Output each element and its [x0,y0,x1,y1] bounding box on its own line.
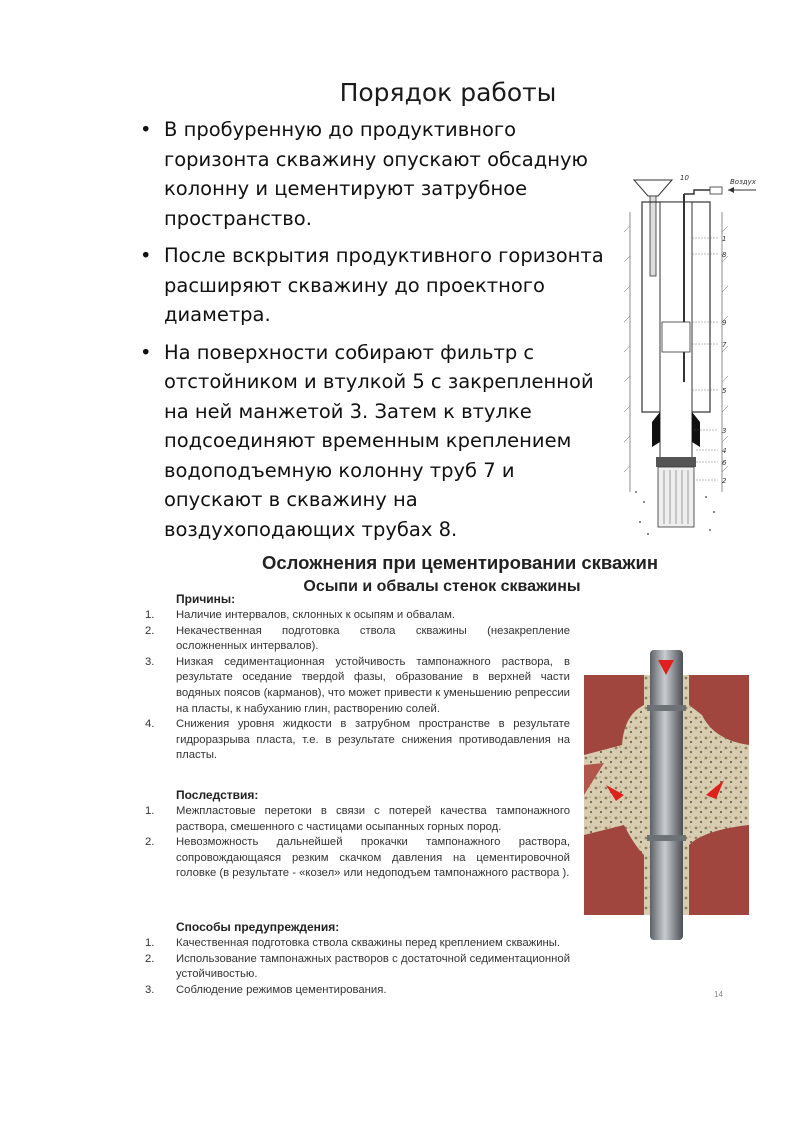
list-item [145,624,570,655]
item-number: 1. [145,805,155,817]
list-item [145,936,570,952]
causes-heading: Причины: [176,592,236,606]
item-text: Соблюдение режимов цементирования. [176,983,387,996]
item-number: 3. [145,655,155,668]
bullet-dot: • [140,340,152,364]
prevention-list [145,936,570,998]
item-text: Некачественная подготовка ствола скважины (незакрепление осложненных интервалов). [176,624,570,653]
item-text: Межпластовые перетоки в связи с потерей качества тампонажного раствора, смешенного с частицами осыпанных горных пород. [176,805,570,833]
callout-2: 2 [722,477,727,485]
list-item [145,804,570,835]
bullet-item [140,338,610,545]
casing-pipe [650,650,683,940]
callout-3: 3 [722,427,727,435]
list-item [145,717,570,764]
bullet-text: В пробуренную до продуктивного горизонта скважину опускают обсадную колонну и цементируют затрубное пространство. [164,118,588,230]
item-text: Невозможность дальнейшей прокачки тампонажного раствора, сопровождающаяся резким скачком давления на цементировочной головке (в результате - «козел» или недоподъем тампонажного раствора ). [176,836,570,880]
item-number: 4. [145,718,155,731]
item-number: 1. [145,609,155,621]
bullet-list [140,115,610,552]
section-subtitle: Осыпи и обвалы стенок скважины [303,578,581,595]
effects-heading: Последствия: [176,788,259,802]
callout-10: 10 [680,174,689,182]
item-text: Низкая седиментационная устойчивость тампонажного раствора, в результате оседание твердой фазы, образование в верхней части водяных поясов (карманов), что может привести к уменьшению репрессии на пласты, к набуханию глин, растворению солей. [176,655,570,715]
callout-4: 4 [722,447,727,455]
item-number: 2. [145,836,155,849]
borehole-collapse-illustration [584,645,749,945]
item-number: 2. [145,624,155,637]
item-text: Снижения уровня жидкости в затрубном пространстве в результате гидроразрыва пласта, т.е. в результате снижения противодавления на пласты. [176,718,570,762]
list-item [145,835,570,882]
list-item [145,608,570,624]
page-title: Порядок работы [339,78,557,107]
item-text: Качественная подготовка ствола скважины перед креплением скважины. [176,937,561,949]
section-title: Осложнения при цементировании скважин [262,552,658,573]
callout-8: 8 [722,251,727,259]
bullet-text: На поверхности собирают фильтр с отстойником и втулкой 5 с закрепленной на ней манжетой 3. Затем к втулке подсоединяют временным креплением водоподъемную колонну труб 7 и опускают в скважину на воздухоподающих трубах 8. [164,340,594,541]
bullet-text: После вскрытия продуктивного горизонта расширяют скважину до проектного диаметра. [164,244,604,326]
callout-6: 6 [722,459,727,467]
callout-9: 9 [722,319,727,327]
callout-5: 5 [722,387,727,395]
air-label: Воздух [730,178,756,186]
list-item [145,952,570,983]
causes-list [145,608,570,764]
bullet-item [140,115,610,233]
callout-1: 1 [722,235,727,243]
well-schematic-figure [622,172,772,542]
item-text: Использование тампонажных растворов с достаточной седиментационной устойчивостью. [176,952,570,981]
item-number: 1. [145,937,155,949]
item-number: 2. [145,952,155,965]
bullet-dot: • [140,244,152,267]
bullet-item [140,241,610,330]
item-number: 3. [145,983,155,996]
bullet-dot: • [140,118,152,141]
list-item [145,983,570,999]
effects-list [145,804,570,882]
page-number: 14 [714,990,723,999]
list-item [145,655,570,717]
callout-7: 7 [722,341,727,349]
prevention-heading: Способы предупреждения: [176,920,340,934]
item-text: Наличие интервалов, склонных к осыпям и обвалам. [176,609,456,621]
